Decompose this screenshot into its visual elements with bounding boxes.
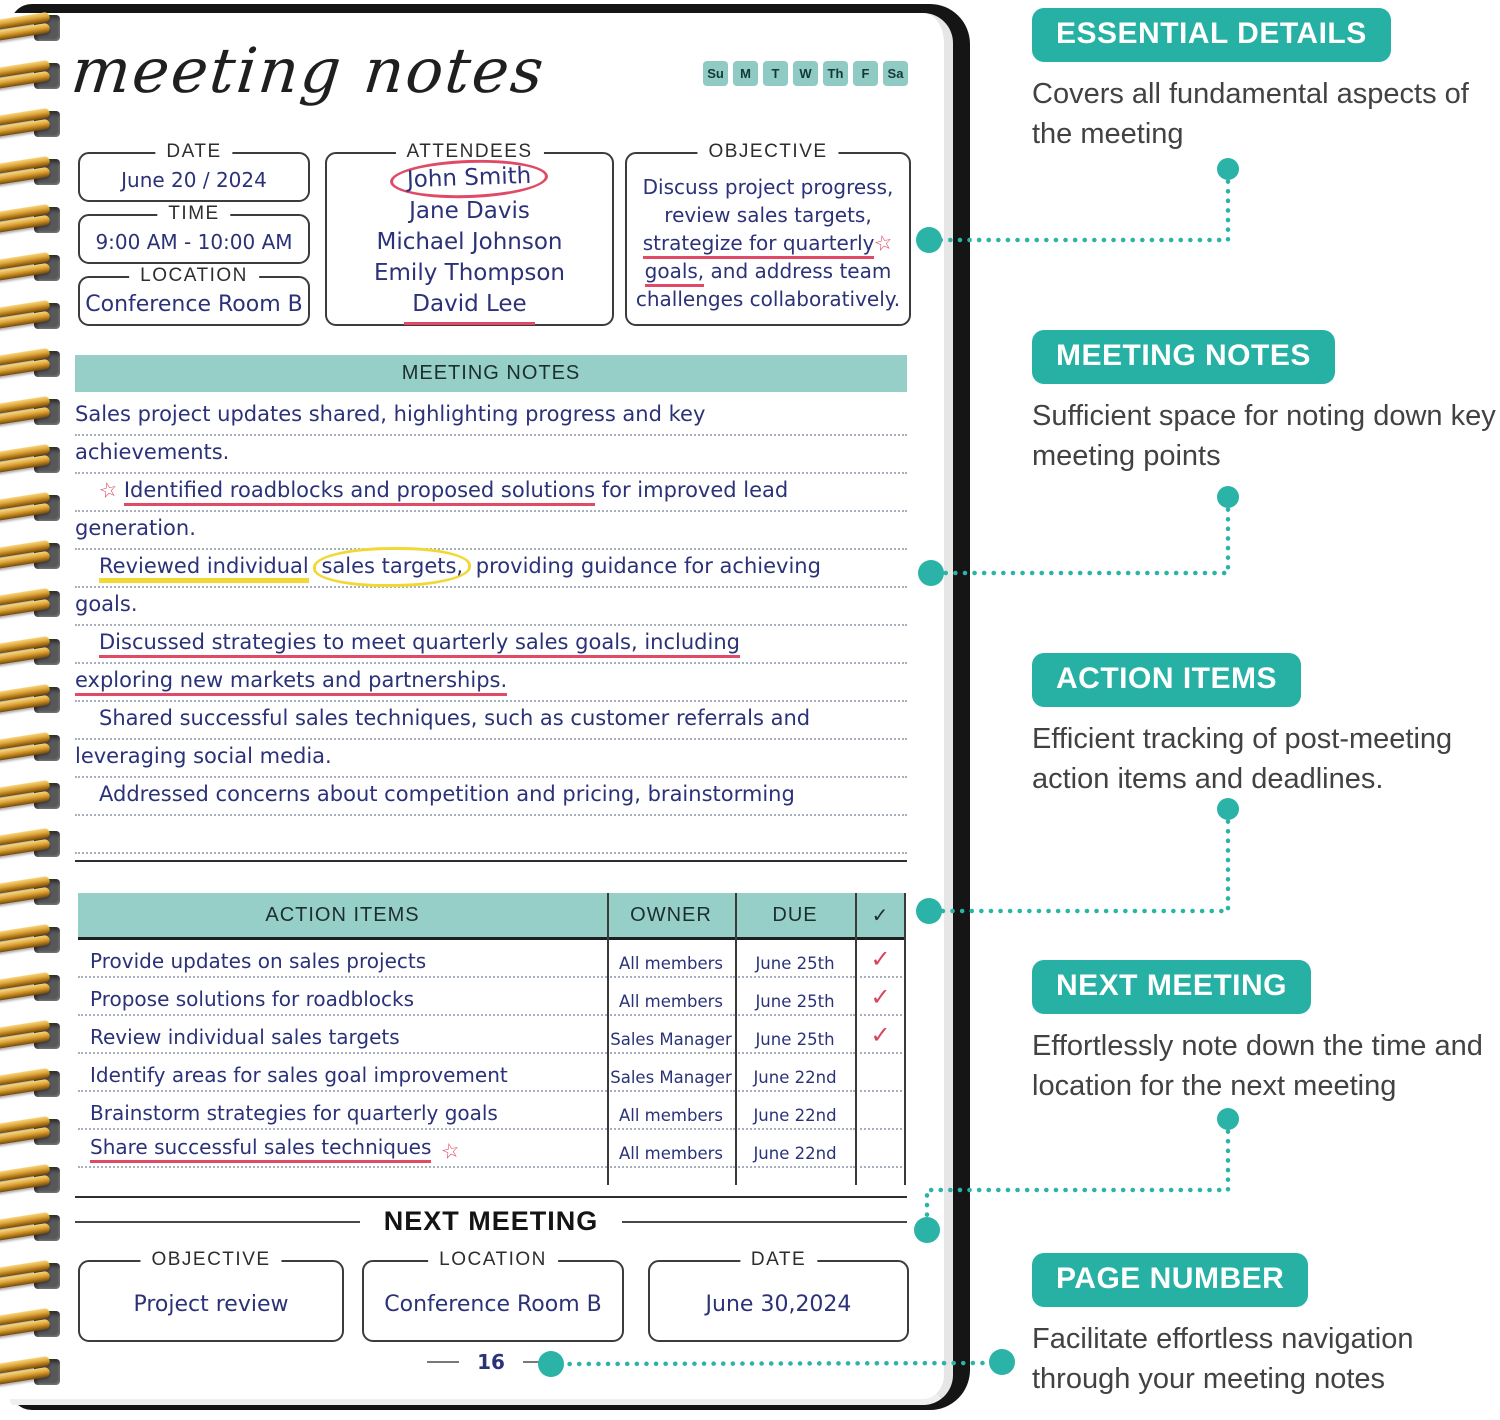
spiral-ring <box>0 1310 64 1340</box>
callout-action-items <box>1032 653 1500 799</box>
check-cell <box>855 1054 906 1092</box>
connector-dot <box>989 1349 1015 1375</box>
notes-line <box>75 512 907 550</box>
callout-page-number <box>1032 1253 1500 1399</box>
location-label: LOCATION <box>129 265 259 287</box>
objective-text <box>627 154 909 324</box>
weekday-box: Th <box>823 61 848 86</box>
due-cell: June 25th <box>735 940 855 978</box>
action-item-row <box>78 978 906 1016</box>
notes-line <box>75 740 907 778</box>
owner-cell: All members <box>607 1092 735 1130</box>
time-value: 9:00 AM - 10:00 AM <box>95 230 293 254</box>
spiral-ring <box>0 494 64 524</box>
col-action-items: ACTION ITEMS <box>265 903 420 926</box>
handwritten-text: sales targets, <box>313 547 471 587</box>
action-items-table-header <box>78 893 906 940</box>
callout-description: Covers all fundamental aspects of the meeting <box>1032 78 1469 151</box>
action-items-table <box>78 893 906 1185</box>
action-item-row <box>78 1092 906 1130</box>
connector-dot <box>1217 158 1239 180</box>
page-number-value: 16 <box>477 1350 505 1374</box>
next-date-box <box>648 1249 909 1342</box>
notes-line <box>75 550 907 588</box>
action-item-cell <box>78 1130 607 1168</box>
callout-badge: PAGE NUMBER <box>1032 1253 1308 1307</box>
due-cell: June 22nd <box>735 1130 855 1168</box>
attendee-name-text: Emily Thompson <box>374 259 565 286</box>
next-objective-box <box>78 1249 344 1342</box>
action-item-cell <box>78 978 607 1016</box>
handwritten-text: and address team <box>704 259 892 283</box>
check-cell: ✓ <box>855 940 906 978</box>
weekday-box: Su <box>703 61 728 86</box>
meeting-notes-section-header: MEETING NOTES <box>75 355 907 392</box>
spiral-ring <box>0 206 64 236</box>
star-doodle-icon: ☆ <box>872 229 896 257</box>
action-item-row <box>78 1016 906 1054</box>
action-item-cell <box>78 1016 607 1054</box>
callout-essential-details <box>1032 8 1500 154</box>
spiral-ring <box>0 398 64 428</box>
attendee-name <box>374 258 565 289</box>
action-item-text: Brainstorm strategies for quarterly goals <box>90 1101 498 1125</box>
callout-description: Facilitate effortless navigation through your meeting notes <box>1032 1323 1414 1396</box>
date-box <box>78 141 310 202</box>
weekday-box: F <box>853 61 878 86</box>
attendees-box <box>325 141 614 326</box>
notes-line <box>75 474 907 512</box>
weekday-box: T <box>763 61 788 86</box>
spiral-ring <box>0 782 64 812</box>
heading-rule <box>75 1221 360 1223</box>
handwritten-text: Sales project updates shared, highlighting progress and key <box>75 402 706 426</box>
page-number <box>75 1350 907 1374</box>
spiral-ring <box>0 638 64 668</box>
spiral-ring <box>0 1118 64 1148</box>
handwritten-text: Addressed concerns about competition and pricing, brainstorming <box>99 782 795 806</box>
attendee-name-text: David Lee <box>404 289 534 325</box>
star-doodle-icon: ☆ <box>96 476 121 504</box>
spiral-ring <box>0 734 64 764</box>
action-item-row <box>78 940 906 978</box>
spiral-ring <box>0 14 64 44</box>
table-column-line <box>904 893 906 1185</box>
action-item-text: Provide updates on sales projects <box>90 949 427 973</box>
notes-line <box>75 626 907 664</box>
divider-line <box>75 860 907 862</box>
callout-next-meeting <box>1032 960 1500 1106</box>
action-item-row <box>78 1130 906 1168</box>
spiral-ring <box>0 254 64 284</box>
date-value: June 20 / 2024 <box>121 168 267 192</box>
connector-next-meeting <box>927 1122 1228 1224</box>
attendee-name-text: Jane Davis <box>409 197 530 224</box>
attendee-name <box>390 162 548 196</box>
notes-line <box>75 588 907 626</box>
spiral-ring <box>0 62 64 92</box>
handwritten-text: goals, <box>645 259 705 287</box>
next-location-value: Conference Room B <box>384 1291 602 1317</box>
spiral-ring <box>0 302 64 332</box>
table-spacer <box>78 1168 906 1188</box>
heading-rule <box>622 1221 907 1223</box>
next-objective-value: Project review <box>133 1291 289 1317</box>
spiral-ring <box>0 1262 64 1292</box>
handwritten-text: review sales targets, <box>664 203 872 227</box>
spiral-ring <box>0 1022 64 1052</box>
handwritten-text: challenges collaboratively. <box>635 287 901 311</box>
notes-line <box>75 398 907 436</box>
connector-essential-details <box>934 172 1228 240</box>
page-title: meeting notes <box>68 34 549 107</box>
notes-line <box>75 436 907 474</box>
spiral-ring <box>0 110 64 140</box>
objective-line <box>643 173 894 201</box>
owner-cell: All members <box>607 940 735 978</box>
callout-description: Sufficient space for noting down key meeting points <box>1032 400 1496 473</box>
spiral-ring <box>0 350 64 380</box>
callout-badge: ACTION ITEMS <box>1032 653 1301 707</box>
spiral-ring <box>0 926 64 956</box>
notes-line <box>75 664 907 702</box>
connector-dot <box>1217 486 1239 508</box>
notes-line <box>75 816 907 854</box>
handwritten-text: Shared successful sales techniques, such as customer referrals and <box>99 706 811 730</box>
connector-meeting-notes <box>936 500 1228 573</box>
handwritten-text: Reviewed individual <box>99 554 309 583</box>
attendees-list <box>327 154 612 324</box>
weekday-box: W <box>793 61 818 86</box>
action-item-row <box>78 1054 906 1092</box>
callout-description: Effortlessly note down the time and location for the next meeting <box>1032 1030 1483 1103</box>
spiral-ring <box>0 446 64 476</box>
connector-action-items <box>934 812 1228 911</box>
spiral-ring <box>0 878 64 908</box>
owner-cell: All members <box>607 978 735 1016</box>
next-date-value: June 30,2024 <box>705 1291 852 1317</box>
due-cell: June 22nd <box>735 1054 855 1092</box>
callout-badge: ESSENTIAL DETAILS <box>1032 8 1391 62</box>
table-column-line <box>607 893 609 1185</box>
page-number-dash <box>523 1361 555 1363</box>
owner-cell: All members <box>607 1130 735 1168</box>
star-doodle-icon: ☆ <box>439 1137 463 1165</box>
next-meeting-heading <box>75 1206 907 1237</box>
objective-line <box>664 201 871 229</box>
action-item-text: Identify areas for sales goal improvement <box>90 1063 508 1087</box>
location-box <box>78 265 310 326</box>
objective-box <box>625 141 911 326</box>
table-column-line <box>855 893 857 1185</box>
callout-description: Efficient tracking of post-meeting action items and deadlines. <box>1032 723 1453 796</box>
check-cell: ✓ <box>855 978 906 1016</box>
page-number-dash <box>427 1361 459 1363</box>
owner-cell: Sales Manager <box>607 1054 735 1092</box>
attendees-label: ATTENDEES <box>395 141 543 163</box>
spiral-ring <box>0 830 64 860</box>
divider-line <box>75 1196 907 1198</box>
action-item-text: Review individual sales targets <box>90 1025 400 1049</box>
handwritten-text: strategize for quarterly <box>643 231 875 259</box>
table-column-line <box>735 893 737 1185</box>
notes-line <box>75 702 907 740</box>
handwritten-text: achievements. <box>75 440 230 464</box>
attendee-name <box>376 227 562 258</box>
col-owner: OWNER <box>630 903 712 926</box>
action-item-text: Share successful sales techniques <box>90 1135 431 1163</box>
col-check-icon: ✓ <box>871 904 890 927</box>
handwritten-text: providing guidance for achieving <box>469 554 821 578</box>
spiral-ring <box>0 1166 64 1196</box>
handwritten-text: Identified roadblocks and proposed solutions <box>124 478 595 506</box>
check-cell <box>855 1130 906 1168</box>
attendee-name <box>404 289 534 325</box>
spiral-ring <box>0 974 64 1004</box>
handwritten-text: goals. <box>75 592 138 616</box>
objective-line <box>636 285 900 313</box>
handwritten-text: exploring new markets and partnerships. <box>75 668 507 696</box>
next-meeting-title: NEXT MEETING <box>383 1206 599 1236</box>
date-label: DATE <box>155 141 232 163</box>
connector-dot <box>1217 798 1239 820</box>
owner-cell: Sales Manager <box>607 1016 735 1054</box>
handwritten-text: for improved lead <box>595 478 789 502</box>
attendee-name-text: John Smith <box>390 157 550 201</box>
spiral-ring <box>0 1214 64 1244</box>
due-cell: June 25th <box>735 978 855 1016</box>
weekday-checkboxes <box>703 61 908 86</box>
spiral-ring <box>0 542 64 572</box>
spiral-ring <box>0 158 64 188</box>
connector-dot <box>1217 1108 1239 1130</box>
action-items-rows <box>78 940 906 1188</box>
objective-line <box>643 229 894 257</box>
action-item-cell <box>78 1092 607 1130</box>
next-location-box <box>362 1249 624 1342</box>
handwritten-text: leveraging social media. <box>75 744 332 768</box>
check-cell: ✓ <box>855 1016 906 1054</box>
next-objective-label: OBJECTIVE <box>140 1249 281 1271</box>
notes-line <box>75 778 907 816</box>
handwritten-text: Discuss project progress, <box>642 175 894 199</box>
handwritten-text: generation. <box>75 516 196 540</box>
weekday-box: Sa <box>883 61 908 86</box>
meeting-notes-lines <box>75 398 907 854</box>
attendee-name <box>409 196 530 227</box>
time-label: TIME <box>157 203 230 225</box>
callout-meeting-notes <box>1032 330 1500 476</box>
spiral-ring <box>0 686 64 716</box>
callout-badge: MEETING NOTES <box>1032 330 1335 384</box>
check-cell <box>855 1092 906 1130</box>
due-cell: June 22nd <box>735 1092 855 1130</box>
callout-badge: NEXT MEETING <box>1032 960 1311 1014</box>
spiral-ring <box>0 590 64 620</box>
spiral-ring <box>0 1070 64 1100</box>
due-cell: June 25th <box>735 1016 855 1054</box>
location-value: Conference Room B <box>85 291 303 317</box>
action-item-text: Propose solutions for roadblocks <box>90 987 415 1011</box>
action-item-cell <box>78 1054 607 1092</box>
next-date-label: DATE <box>740 1249 817 1271</box>
attendee-name-text: Michael Johnson <box>376 228 563 255</box>
time-box <box>78 203 310 264</box>
handwritten-text: Discussed strategies to meet quarterly sales goals, including <box>99 630 740 658</box>
next-location-label: LOCATION <box>428 1249 558 1271</box>
action-item-cell <box>78 940 607 978</box>
objective-label: OBJECTIVE <box>697 141 838 163</box>
col-due: DUE <box>772 903 818 926</box>
spiral-ring <box>0 1358 64 1388</box>
weekday-box: M <box>733 61 758 86</box>
objective-line <box>645 257 892 285</box>
